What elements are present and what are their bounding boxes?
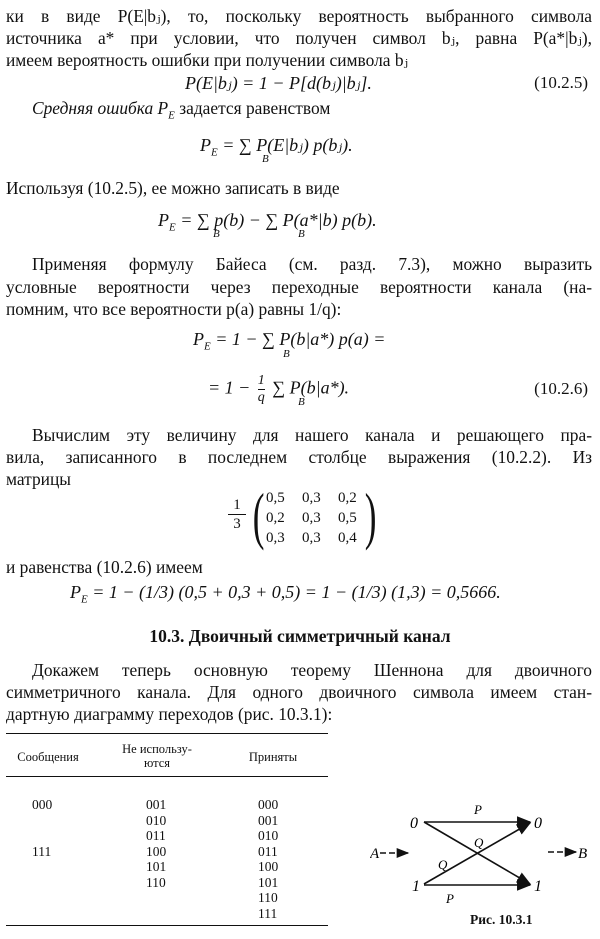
table-rule-top	[6, 733, 328, 734]
output-1-label: 1	[534, 878, 542, 895]
table-cell: 011	[146, 828, 166, 843]
table-cell: 000	[258, 797, 279, 812]
prob-p-bottom: P	[446, 891, 454, 906]
text-line: и равенства (10.2.6) имеем	[6, 557, 203, 577]
matrix-row	[266, 490, 374, 507]
matrix-factor-numerator: 1	[228, 496, 246, 515]
sum-subscript: B	[298, 228, 305, 240]
table-header: Приняты	[248, 750, 298, 764]
fraction-numerator: 1	[257, 373, 265, 388]
table-cell: 011	[258, 844, 278, 859]
subscript: E	[211, 146, 218, 159]
text-line: ки в виде P(E|bⱼ), то, поскольку вероятность выбранного символа	[6, 6, 592, 26]
destination-label: B	[578, 846, 588, 862]
text-line: источника a* при условии, что получен символ bⱼ, равна P(a*|bⱼ),	[6, 28, 592, 48]
text-line: симметричного канала. Для одного двоичного символа имеем стан-	[6, 682, 592, 702]
table-cell: 110	[146, 875, 166, 890]
table-cell: 000	[32, 797, 53, 812]
equation-symbol: P	[193, 329, 204, 349]
equation-10-2-6	[208, 373, 349, 406]
transition-matrix	[228, 480, 388, 551]
text-line: Докажем теперь основную теорему Шеннона для двоичного	[32, 660, 592, 680]
output-0-label: 0	[534, 815, 542, 832]
table-cell: 111	[258, 906, 278, 921]
equation-number: (10.2.6)	[534, 379, 588, 398]
matrix-row	[266, 510, 374, 527]
text-line: вила, записанного в последнем столбце выражения (10.2.2). Из	[6, 447, 592, 467]
fraction	[258, 373, 265, 406]
table-header: Не использу- ются	[122, 742, 192, 770]
input-0-label: 0	[410, 815, 418, 832]
matrix-cell: 0,3	[302, 530, 321, 546]
right-parenthesis: )	[364, 480, 377, 551]
table-cell: 111	[32, 844, 52, 859]
subscript: E	[168, 109, 175, 122]
matrix-cell: 0,3	[302, 490, 321, 506]
table-cell: 001	[258, 813, 279, 828]
text-line: помним, что все вероятности p(a) равны 1/q):	[6, 299, 342, 319]
equation-10-2-5: P(E|bⱼ) = 1 − P[d(bⱼ)|bⱼ].	[185, 73, 372, 93]
matrix-cell: 0,3	[266, 530, 285, 546]
fraction-denominator: q	[257, 390, 265, 405]
sum-subscript: B	[298, 396, 305, 408]
table-rule-bottom	[6, 925, 328, 926]
table-cell: 100	[258, 859, 279, 874]
left-parenthesis: (	[252, 480, 265, 551]
table-cell: 001	[146, 797, 167, 812]
equation-body: = ∑ p(b) − ∑ P(a*|b) p(b).	[175, 210, 377, 230]
matrix-cell: 0,4	[338, 530, 357, 546]
text-line: матрицы	[6, 469, 71, 489]
sum-subscript: B	[213, 228, 220, 240]
subscript: E	[81, 593, 88, 606]
table-cell: 110	[258, 890, 278, 905]
section-heading: 10.3. Двоичный симметричный канал	[149, 626, 451, 646]
equation-mean-error	[200, 135, 353, 159]
matrix-cell: 0,3	[302, 510, 321, 526]
table-cell: 101	[146, 859, 167, 874]
table-rule-header	[6, 776, 328, 777]
matrix-factor-denominator: 3	[233, 516, 241, 532]
binary-channel-diagram	[370, 790, 595, 910]
matrix-row	[266, 530, 374, 547]
equation-number: (10.2.5)	[534, 73, 588, 92]
source-label: A	[370, 846, 380, 862]
equation-body: = ∑ P(E|bⱼ) p(bⱼ).	[217, 135, 353, 155]
equation-body: = 1 −	[208, 377, 255, 398]
text-line	[32, 97, 592, 126]
table-cell: 010	[258, 828, 279, 843]
equation-body: = 1 − (1/3) (0,5 + 0,3 + 0,5) = 1 − (1/3) (1,3) = 0,5666.	[87, 582, 501, 602]
table-cell: 101	[258, 875, 279, 890]
prob-q-cross: Q	[474, 835, 484, 850]
equation-body: = 1 − ∑ P(b|a*) p(a) =	[210, 329, 386, 349]
matrix-cell: 0,5	[338, 510, 357, 526]
figure-caption: Рис. 10.3.1	[470, 912, 533, 927]
text-line: условные вероятности через переходные вероятности канала (на-	[6, 277, 592, 297]
text-line: Вычислим эту величину для нашего канала и решающего пра-	[32, 425, 592, 445]
table-header: Сообщения	[17, 750, 79, 764]
matrix-cell: 0,2	[266, 510, 285, 526]
sum-subscript: B	[283, 348, 290, 360]
equation-symbol: P	[158, 210, 169, 230]
equation-body: ∑ P(b|a*).	[267, 377, 350, 398]
matrix-factor	[228, 496, 246, 533]
equation-mean-error-2	[158, 210, 377, 234]
sum-subscript: B	[262, 153, 269, 165]
prob-p-top: P	[474, 802, 482, 817]
text-line: Применяя формулу Байеса (см. разд. 7.3), можно выразить	[32, 254, 592, 274]
text-line: дартную диаграмму переходов (рис. 10.3.1):	[6, 704, 333, 724]
equation-symbol: P	[200, 135, 211, 155]
table-cell: 100	[146, 844, 167, 859]
matrix-cell: 0,2	[338, 490, 357, 506]
subscript: E	[169, 221, 176, 234]
text-fragment: задается равенством	[174, 98, 331, 118]
equation-symbol: P	[70, 582, 81, 602]
matrix-cell: 0,5	[266, 490, 285, 506]
subscript: E	[204, 340, 211, 353]
text-fragment: Средняя ошибка P	[32, 98, 169, 118]
equation-result	[70, 582, 501, 606]
table-cell: 010	[146, 813, 167, 828]
input-1-label: 1	[412, 878, 420, 895]
text-line: Используя (10.2.5), ее можно записать в виде	[6, 178, 340, 198]
text-line: имеем вероятность ошибки при получении символа bⱼ	[6, 50, 409, 70]
prob-q-cross: Q	[438, 857, 448, 872]
